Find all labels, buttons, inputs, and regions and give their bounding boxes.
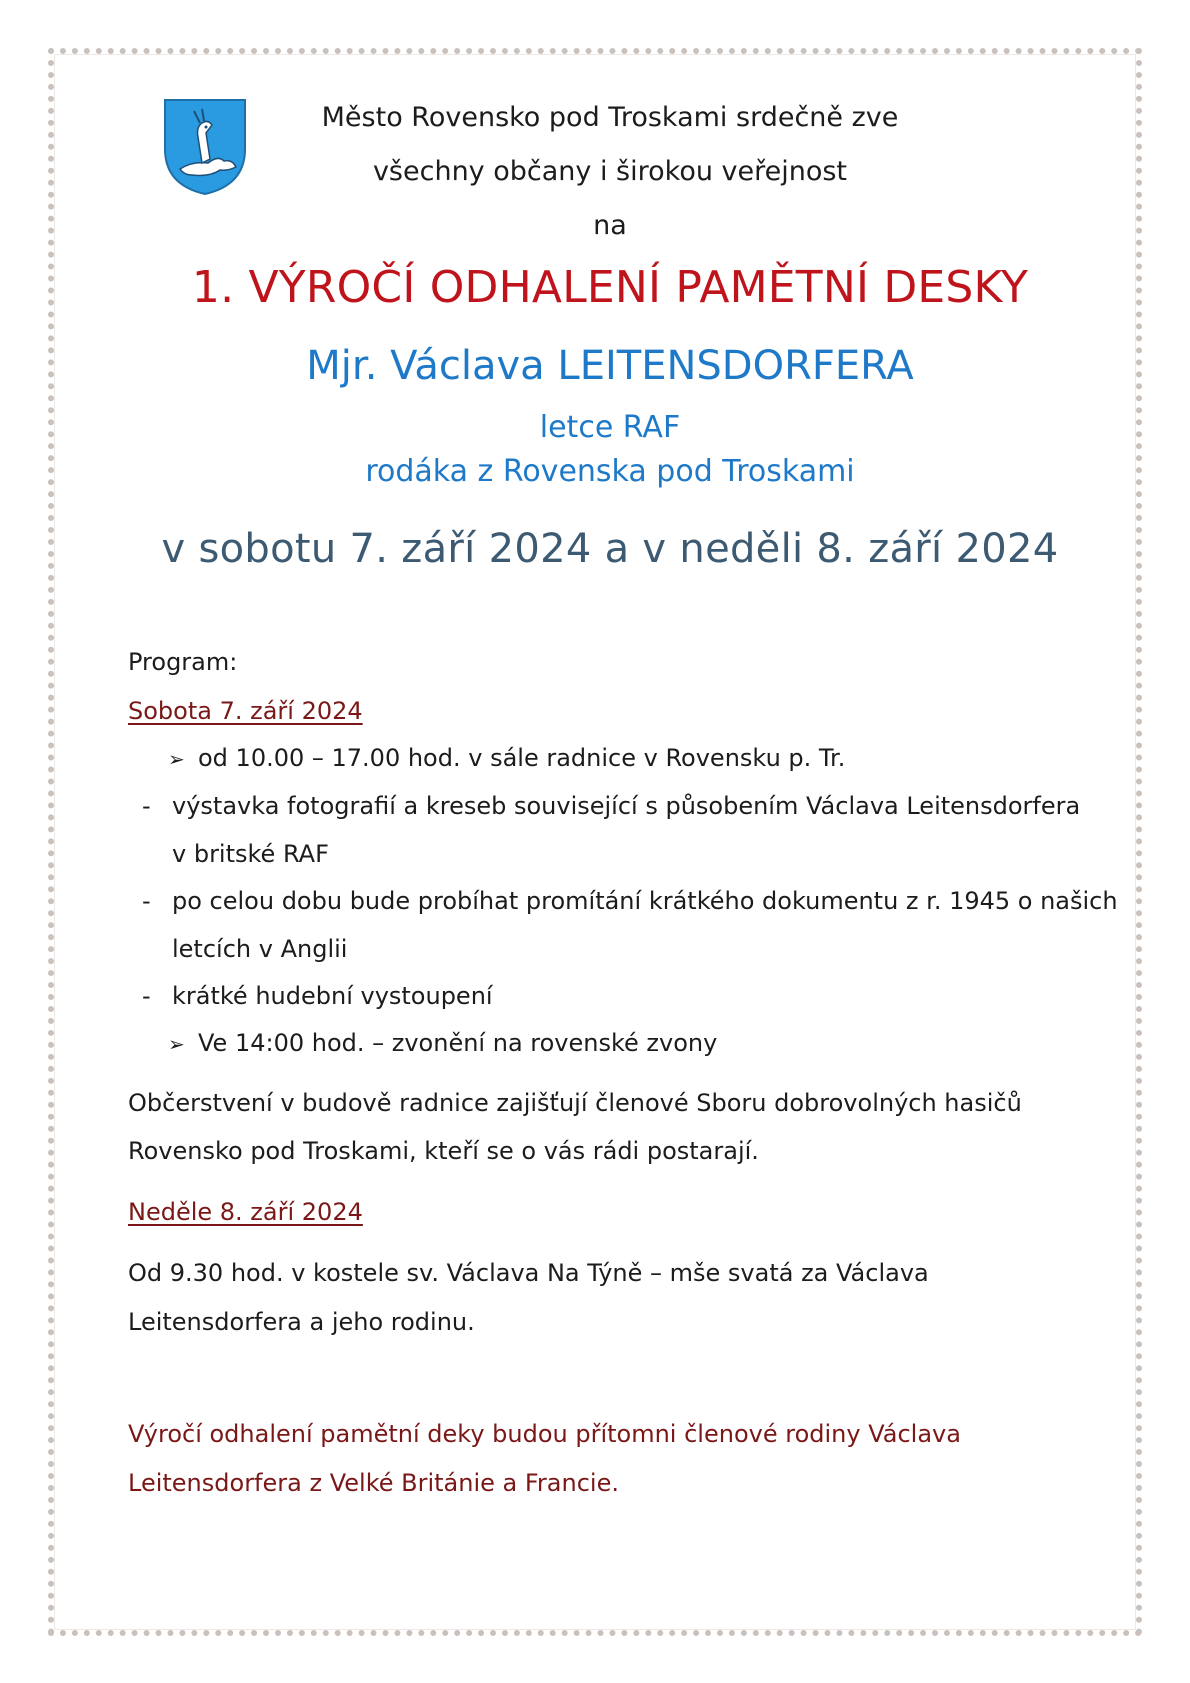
saturday-dash-2 [142,887,1118,915]
honoree-role: letce RAF [539,410,681,445]
saturday-dash-2-cont [172,935,347,963]
saturday-heading: Sobota 7. září 2024 [128,697,363,725]
event-dates: v sobotu 7. září 2024 a v neděli 8. září 2024 [161,526,1059,572]
saturday-dash-1-cont [172,840,329,868]
invitation-line-3: na [593,210,627,241]
honoree-origin: rodáka z Rovenska pod Troskami [365,454,855,489]
refreshments-line-2: Rovensko pod Troskami, kteří se o vás rádi postarají. [128,1137,759,1165]
program-label: Program: [128,648,238,676]
sunday-mass-line-1: Od 9.30 hod. v kostele sv. Václava Na Týně – mše svatá za Václava [128,1259,929,1287]
event-title: 1. VÝROČÍ ODHALENÍ PAMĚTNÍ DESKY [191,262,1029,313]
honoree-name: Mjr. Václava LEITENSDORFERA [306,343,914,389]
closing-line-1: Výročí odhalení pamětní deky budou přítomni členové rodiny Václava [128,1420,961,1448]
saturday-dash-2-line-1: po celou dobu bude probíhat promítání krátkého dokumentu z r. 1945 o našich [172,887,1118,915]
arrow-bullet-icon: ➢ [168,747,185,771]
saturday-dash-2-line-2: letcích v Anglii [172,935,348,963]
saturday-dash-3-text: krátké hudební vystoupení [172,982,493,1010]
invitation-line-2: všechny občany i širokou veřejnost [372,156,848,187]
refreshments-line-1: Občerstvení v budově radnice zajišťují členové Sboru dobrovolných hasičů [128,1089,1022,1117]
saturday-dash-3 [142,982,493,1010]
saturday-dash-1-line-2: v britské RAF [172,840,329,868]
sunday-heading: Neděle 8. září 2024 [128,1198,363,1226]
saturday-dash-1-line-1: výstavka fotografií a kreseb související s působením Václava Leitensdorfera [172,792,1081,820]
invitation-line-1: Město Rovensko pod Troskami srdečně zve [321,102,899,133]
dash-bullet: - [142,792,151,820]
saturday-item-1-text: od 10.00 – 17.00 hod. v sále radnice v Rovensku p. Tr. [198,744,846,772]
arrow-bullet-icon: ➢ [168,1032,185,1056]
sunday-mass-line-2: Leitensdorfera a jeho rodinu. [128,1308,475,1336]
dash-bullet: - [142,982,151,1010]
saturday-item-1 [168,744,845,772]
closing-line-2: Leitensdorfera z Velké Británie a Francie. [128,1469,619,1497]
dash-bullet: - [142,887,151,915]
saturday-item-2 [168,1029,717,1057]
saturday-item-2-text: Ve 14:00 hod. – zvonění na rovenské zvony [198,1029,718,1057]
saturday-dash-1 [142,792,1081,820]
